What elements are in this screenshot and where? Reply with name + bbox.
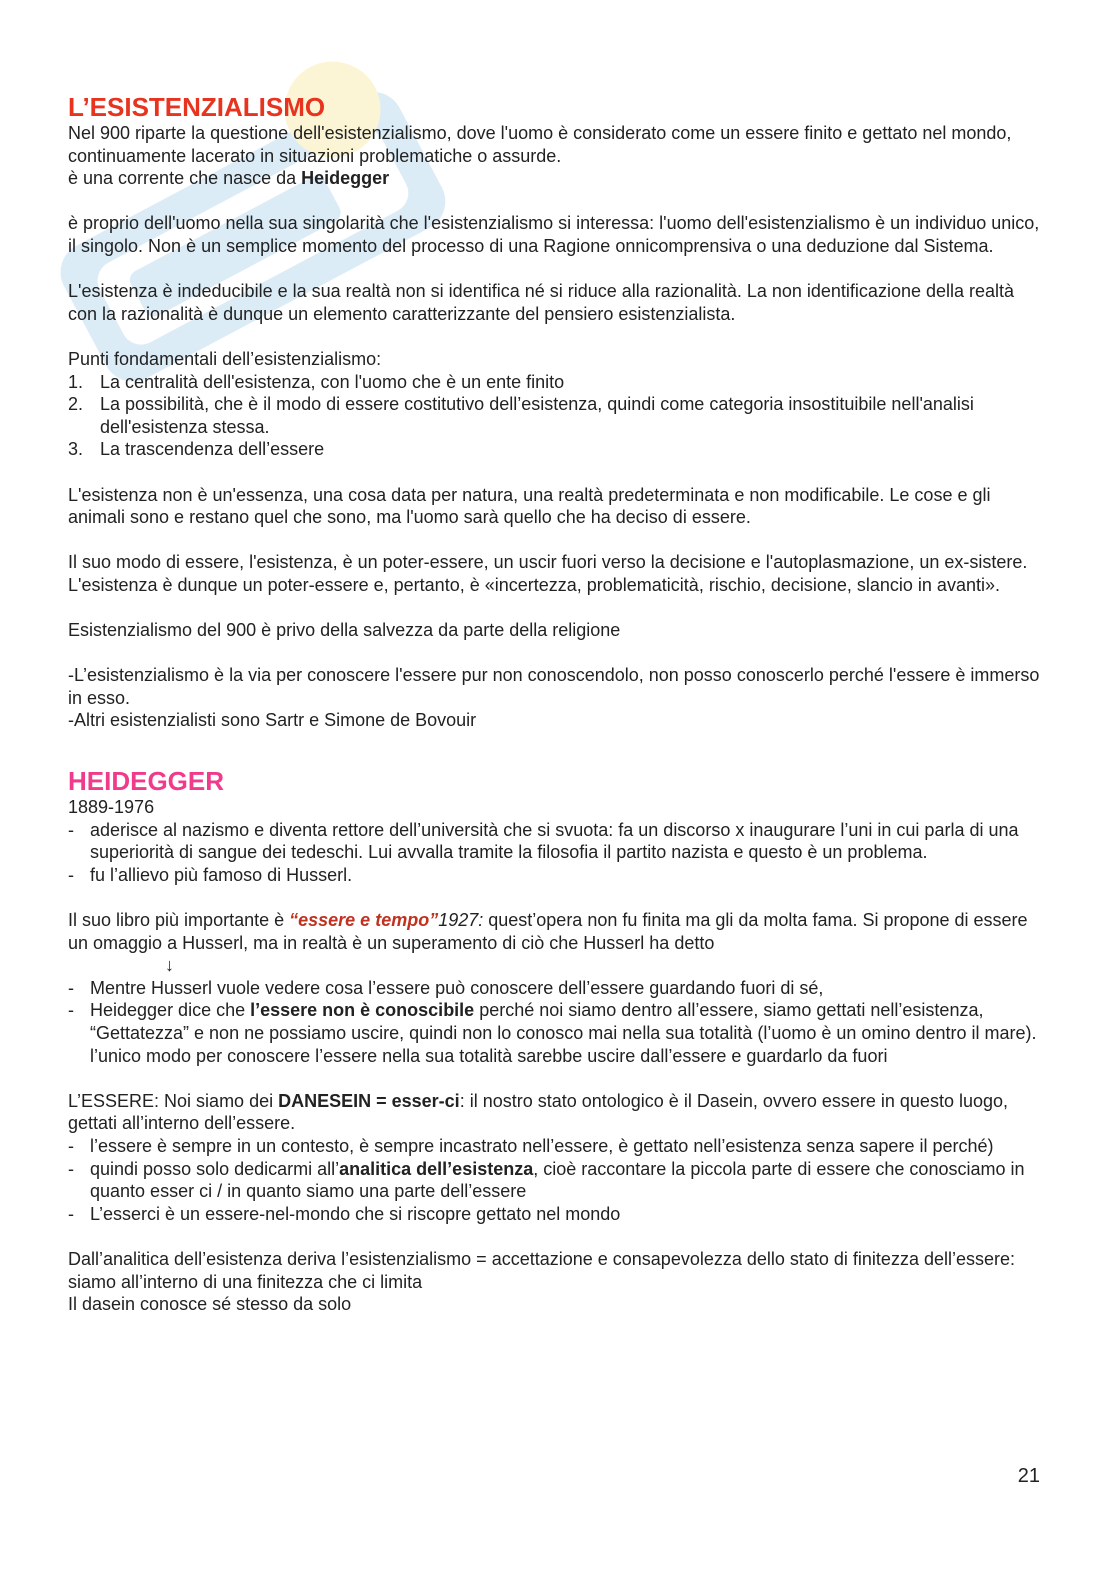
essere-list — [68, 1135, 1043, 1225]
essence-paragraph: L'esistenza non è un'essenza, una cosa data per natura, una realtà predeterminata e non modificabile. Le cose e gli animali sono e restano quel che sono, ma l'uomo sarà quello che ha deciso di essere. — [68, 484, 991, 528]
list-item: - L’esserci è un essere-nel-mondo che si riscopre gettato nel mondo — [68, 1203, 621, 1224]
list-item: 1. La centralità dell'esistenza, con l'uomo che è un ente finito — [68, 371, 565, 392]
other-existentialists: -Altri esistenzialisti sono Sartr e Simone de Bovouir — [68, 710, 477, 731]
poter-essere-paragraph: Il suo modo di essere, l'esistenza, è un poter-essere, un uscir fuori verso la decisione e l'autoplasmazione, un ex-sistere. L'esistenza è dunque un poter-essere e, pertanto, è «incertezza, problematicità, rischio, decisione, slancio in avanti». — [68, 552, 1028, 595]
existentialism-intro: Nel 900 riparte la questione dell'esistenzialismo, dove l'uomo è considerato come un essere finito e gettato nel mondo, continuamente lacerato in situazioni problematiche o assurde. — [68, 123, 1012, 166]
book-title: “essere e tempo” — [289, 910, 439, 930]
list-item: - aderisce al nazismo e diventa rettore dell’università che si svuota: fa un discorso x inaugurare l’uni in cui parla di una superiorità di sangue dei tedeschi. Lui avvalla tramite la filosofia il partito nazista e questo è un problema. — [68, 819, 1019, 863]
list-item: 3. La trascendenza dell’essere — [68, 439, 325, 460]
list-item: - fu l’allievo più famoso di Husserl. — [68, 864, 353, 885]
down-arrow-icon: ↓ — [165, 955, 174, 976]
heidegger-heading: HEIDEGGER — [68, 766, 225, 797]
document-page — [68, 92, 1043, 1316]
book-paragraph: Il suo libro più importante è “essere e tempo”1927: quest’opera non fu finita ma gli da molta fama. Si propone di essere un omaggio a Husserl, ma in realtà è un superamento di ciò che Husserl ha detto — [68, 910, 1028, 953]
religion-paragraph: Esistenzialismo del 900 è privo della salvezza da parte della religione — [68, 620, 621, 641]
list-item: - Heidegger dice che l’essere non è conoscibile perché noi siamo dentro all’essere, siamo gettati nell’esistenza, “Gettatezza” e non ne possiamo uscire, quindi non lo conosco mai nella sua totalità (l’uomo è un omino dentro il mare). l’unico modo per conoscere l’essere nella sua totalità sarebbe uscire dall’essere e guardarlo da fuori — [68, 1000, 1037, 1066]
analytics-paragraph: Dall’analitica dell’esistenza deriva l’esistenzialismo = accettazione e consapevolezza dello stato di finitezza dell’essere: siamo all’interno di una finitezza che ci limita — [68, 1248, 1016, 1292]
list-item: - Mentre Husserl vuole vedere cosa l’essere può conoscere dell’essere guardando fuori di sé, — [68, 977, 824, 998]
points-intro: Punti fondamentali dell’esistenzialismo: — [68, 348, 382, 369]
page-number: 21 — [1017, 1465, 1040, 1487]
key-points-list — [68, 371, 1043, 461]
list-item: - l’essere è sempre in un contesto, è sempre incastrato nell’essere, è gettato nell’esistenza senza sapere il perché) — [68, 1135, 994, 1156]
existentialism-heading: L’ESISTENZIALISMO — [68, 92, 326, 122]
list-item: 2. La possibilità, che è il modo di essere costitutivo dell’esistenza, quindi come categoria insostituibile nell'analisi dell'esistenza stessa. — [68, 394, 974, 437]
heidegger-dates: 1889-1976 — [68, 797, 155, 818]
dasein-term: DANESEIN = esser-ci — [278, 1090, 460, 1111]
book-year: 1927: — [438, 910, 484, 930]
list-item: - quindi posso solo dedicarmi all’analitica dell’esistenza, cioè raccontare la piccola parte di essere che conosciamo in quanto esser ci / in quanto siamo una parte dell’essere — [68, 1158, 1025, 1202]
heidegger-mention: Heidegger — [301, 168, 390, 189]
existentialism-origin: è una corrente che nasce da Heidegger — [68, 168, 390, 189]
bio-list — [68, 819, 1043, 887]
dasein-paragraph: Il dasein conosce sé stesso da solo — [68, 1294, 352, 1315]
rationality-paragraph: L'esistenza è indeducibile e la sua realtà non si identifica né si riduce alla razionalità. La non identificazione della realtà con la razionalità è dunque un elemento caratterizzante del pensiero esistenzialista. — [68, 281, 1015, 324]
singularity-paragraph: è proprio dell'uomo nella sua singolarità che l'esistenzialismo si interessa: l'uomo dell'esistenzialismo è un individuo unico, il singolo. Non è un semplice momento del processo di una Ragione onnicomprensiva o una deduzione dal Sistema. — [68, 213, 1040, 256]
comparison-list — [68, 977, 1043, 1067]
way-to-being-paragraph: -L’esistenzialismo è la via per conoscere l'essere pur non conoscendolo, non posso conoscerlo perché l'essere è immerso in esso. — [68, 665, 1040, 708]
essere-paragraph: L’ESSERE: Noi siamo dei DANESEIN = esser-ci: il nostro stato ontologico è il Dasein, ovvero essere in questo luogo, gettati all’interno dell’essere. — [68, 1090, 1009, 1134]
